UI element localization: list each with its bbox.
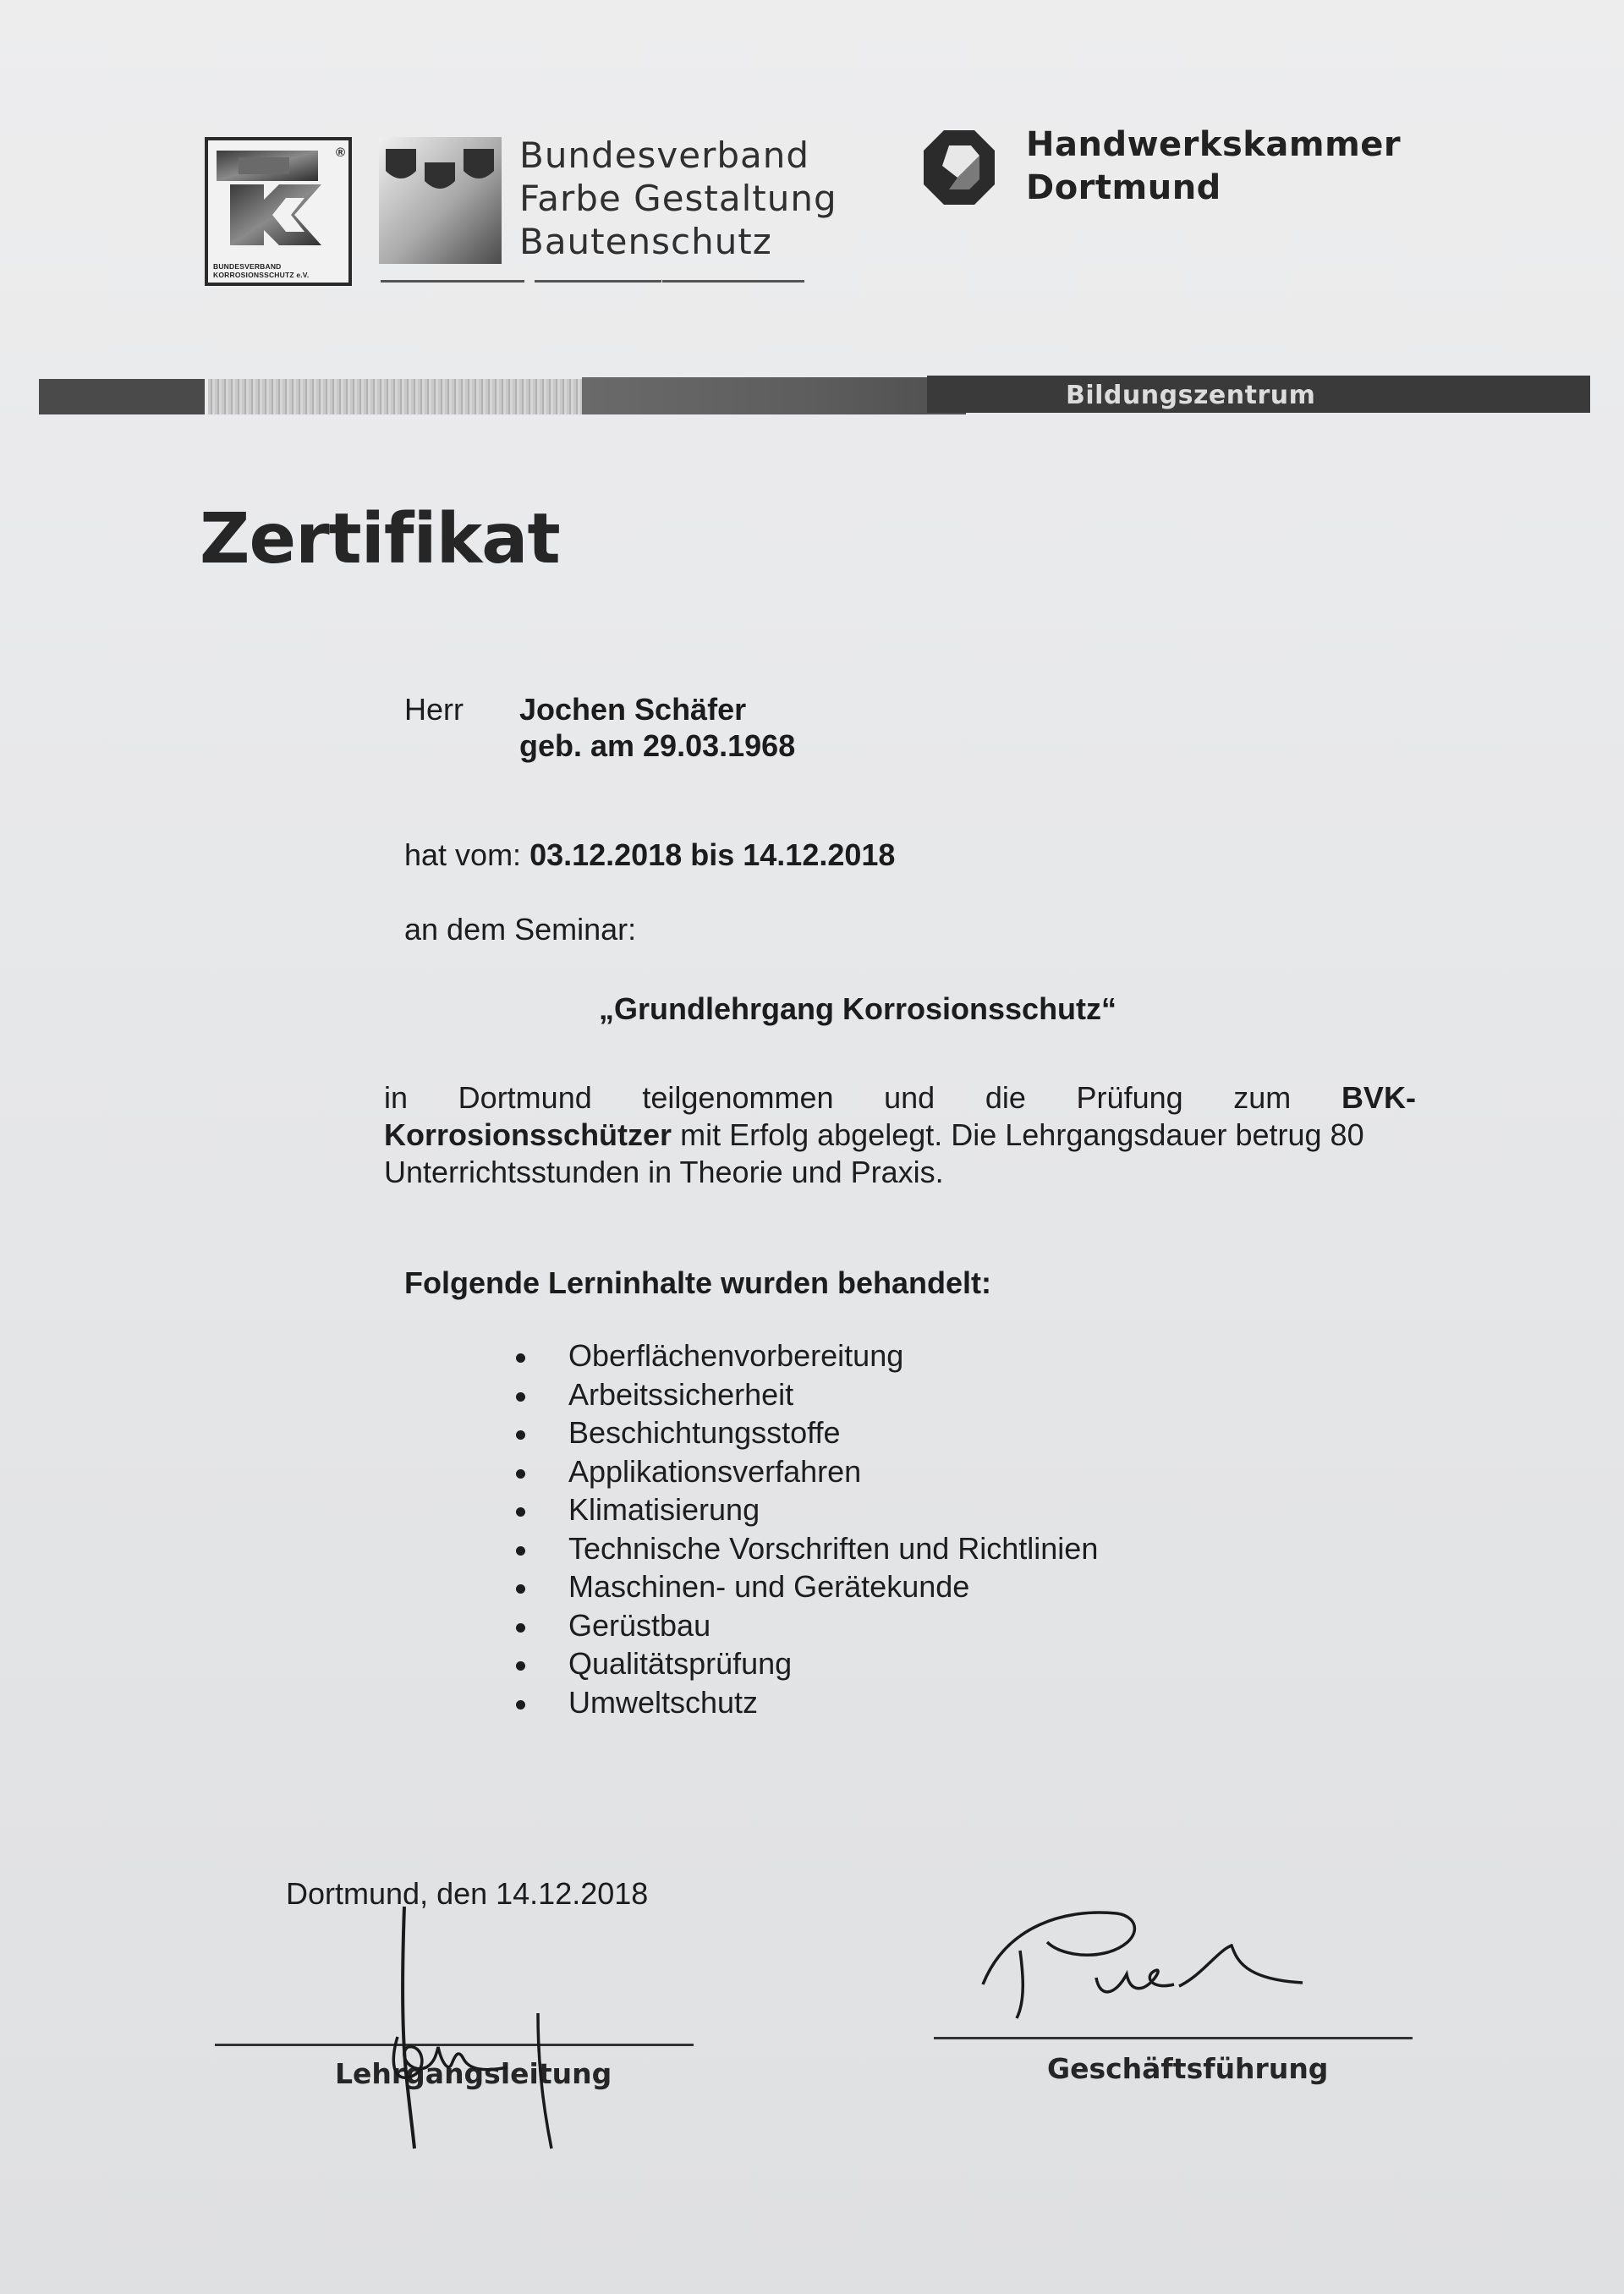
signature-right-icon (964, 1891, 1320, 2044)
bfg-line: Bundesverband (519, 134, 810, 176)
seminar-title: „Grundlehrgang Korrosionsschutz“ (599, 991, 1117, 1026)
list-item: Beschichtungsstoffe (513, 1413, 1098, 1452)
course-period (404, 837, 895, 873)
list-item: Klimatisierung (513, 1490, 1098, 1529)
list-item: Maschinen- und Gerätekunde (513, 1567, 1098, 1606)
divider (535, 280, 661, 283)
list-item: Umweltschutz (513, 1683, 1098, 1722)
divider (662, 280, 804, 283)
band-label: Bildungszentrum (1066, 381, 1316, 410)
bvk-logo (205, 137, 352, 286)
salutation: Herr (404, 692, 464, 727)
seminar-intro: an dem Seminar: (404, 912, 637, 947)
bvk-caption-line: BUNDESVERBAND (213, 262, 282, 271)
bfg-shields-icon (379, 137, 502, 264)
band-segment (208, 379, 617, 414)
bfg-line: Farbe Gestaltung (519, 178, 837, 219)
topics-list (513, 1336, 1098, 1721)
hwk-line: Dortmund (1026, 168, 1221, 207)
header-band (39, 376, 1590, 418)
hwk-logo-icon (924, 130, 995, 205)
registered-mark-icon: ® (335, 145, 345, 160)
completion-paragraph (384, 1079, 1416, 1191)
period-prefix: hat vom: (404, 837, 530, 872)
bvk-caption-line: KORROSIONSSCHUTZ e.V. (213, 271, 310, 279)
place-date: Dortmund, den 14.12.2018 (286, 1876, 649, 1911)
word: in (384, 1080, 409, 1115)
topics-heading: Folgende Lerninhalte wurden behandelt: (404, 1265, 992, 1300)
list-item: Technische Vorschriften und Richtlinien (513, 1529, 1098, 1568)
word: die (985, 1080, 1026, 1115)
signature-label-left: Lehrgangsleitung (335, 2057, 612, 2090)
bfg-wordmark (519, 134, 837, 263)
list-item: Applikationsverfahren (513, 1452, 1098, 1491)
hwk-wordmark (1026, 123, 1401, 210)
word: BVK- (1341, 1080, 1416, 1115)
bvk-caption (213, 262, 309, 279)
paragraph-line-1 (384, 1079, 1416, 1117)
word: und (884, 1080, 935, 1115)
signature-left-icon (364, 1895, 601, 2157)
bfg-line: Bautenschutz (519, 221, 772, 262)
band-segment (582, 377, 966, 414)
word: Dortmund (458, 1080, 592, 1115)
list-item: Oberflächenvorbereitung (513, 1336, 1098, 1375)
birth-date: geb. am 29.03.1968 (519, 728, 796, 763)
recipient-name: Jochen Schäfer (519, 692, 747, 727)
page-title: Zertifikat (200, 499, 560, 579)
word: teilgenommen (642, 1080, 834, 1115)
paragraph-line-3: Unterrichtsstunden in Theorie und Praxis. (384, 1155, 944, 1189)
divider (381, 280, 524, 283)
period-dates: 03.12.2018 bis 14.12.2018 (529, 837, 896, 872)
hwk-line: Handwerkskammer (1026, 125, 1402, 164)
band-segment (39, 379, 205, 414)
qualification-title: Korrosionsschützer (384, 1117, 672, 1152)
list-item: Gerüstbau (513, 1606, 1098, 1645)
paragraph-line-2 (384, 1117, 1416, 1154)
paragraph-text: mit Erfolg abgelegt. Die Lehrgangsdauer betrug 80 (672, 1117, 1364, 1152)
list-item: Arbeitssicherheit (513, 1375, 1098, 1414)
word: Prüfung (1076, 1080, 1183, 1115)
word: zum (1233, 1080, 1292, 1115)
signature-label-right: Geschäftsführung (1047, 2052, 1329, 2085)
bvk-emblem-icon (213, 149, 340, 257)
list-item: Qualitätsprüfung (513, 1644, 1098, 1683)
